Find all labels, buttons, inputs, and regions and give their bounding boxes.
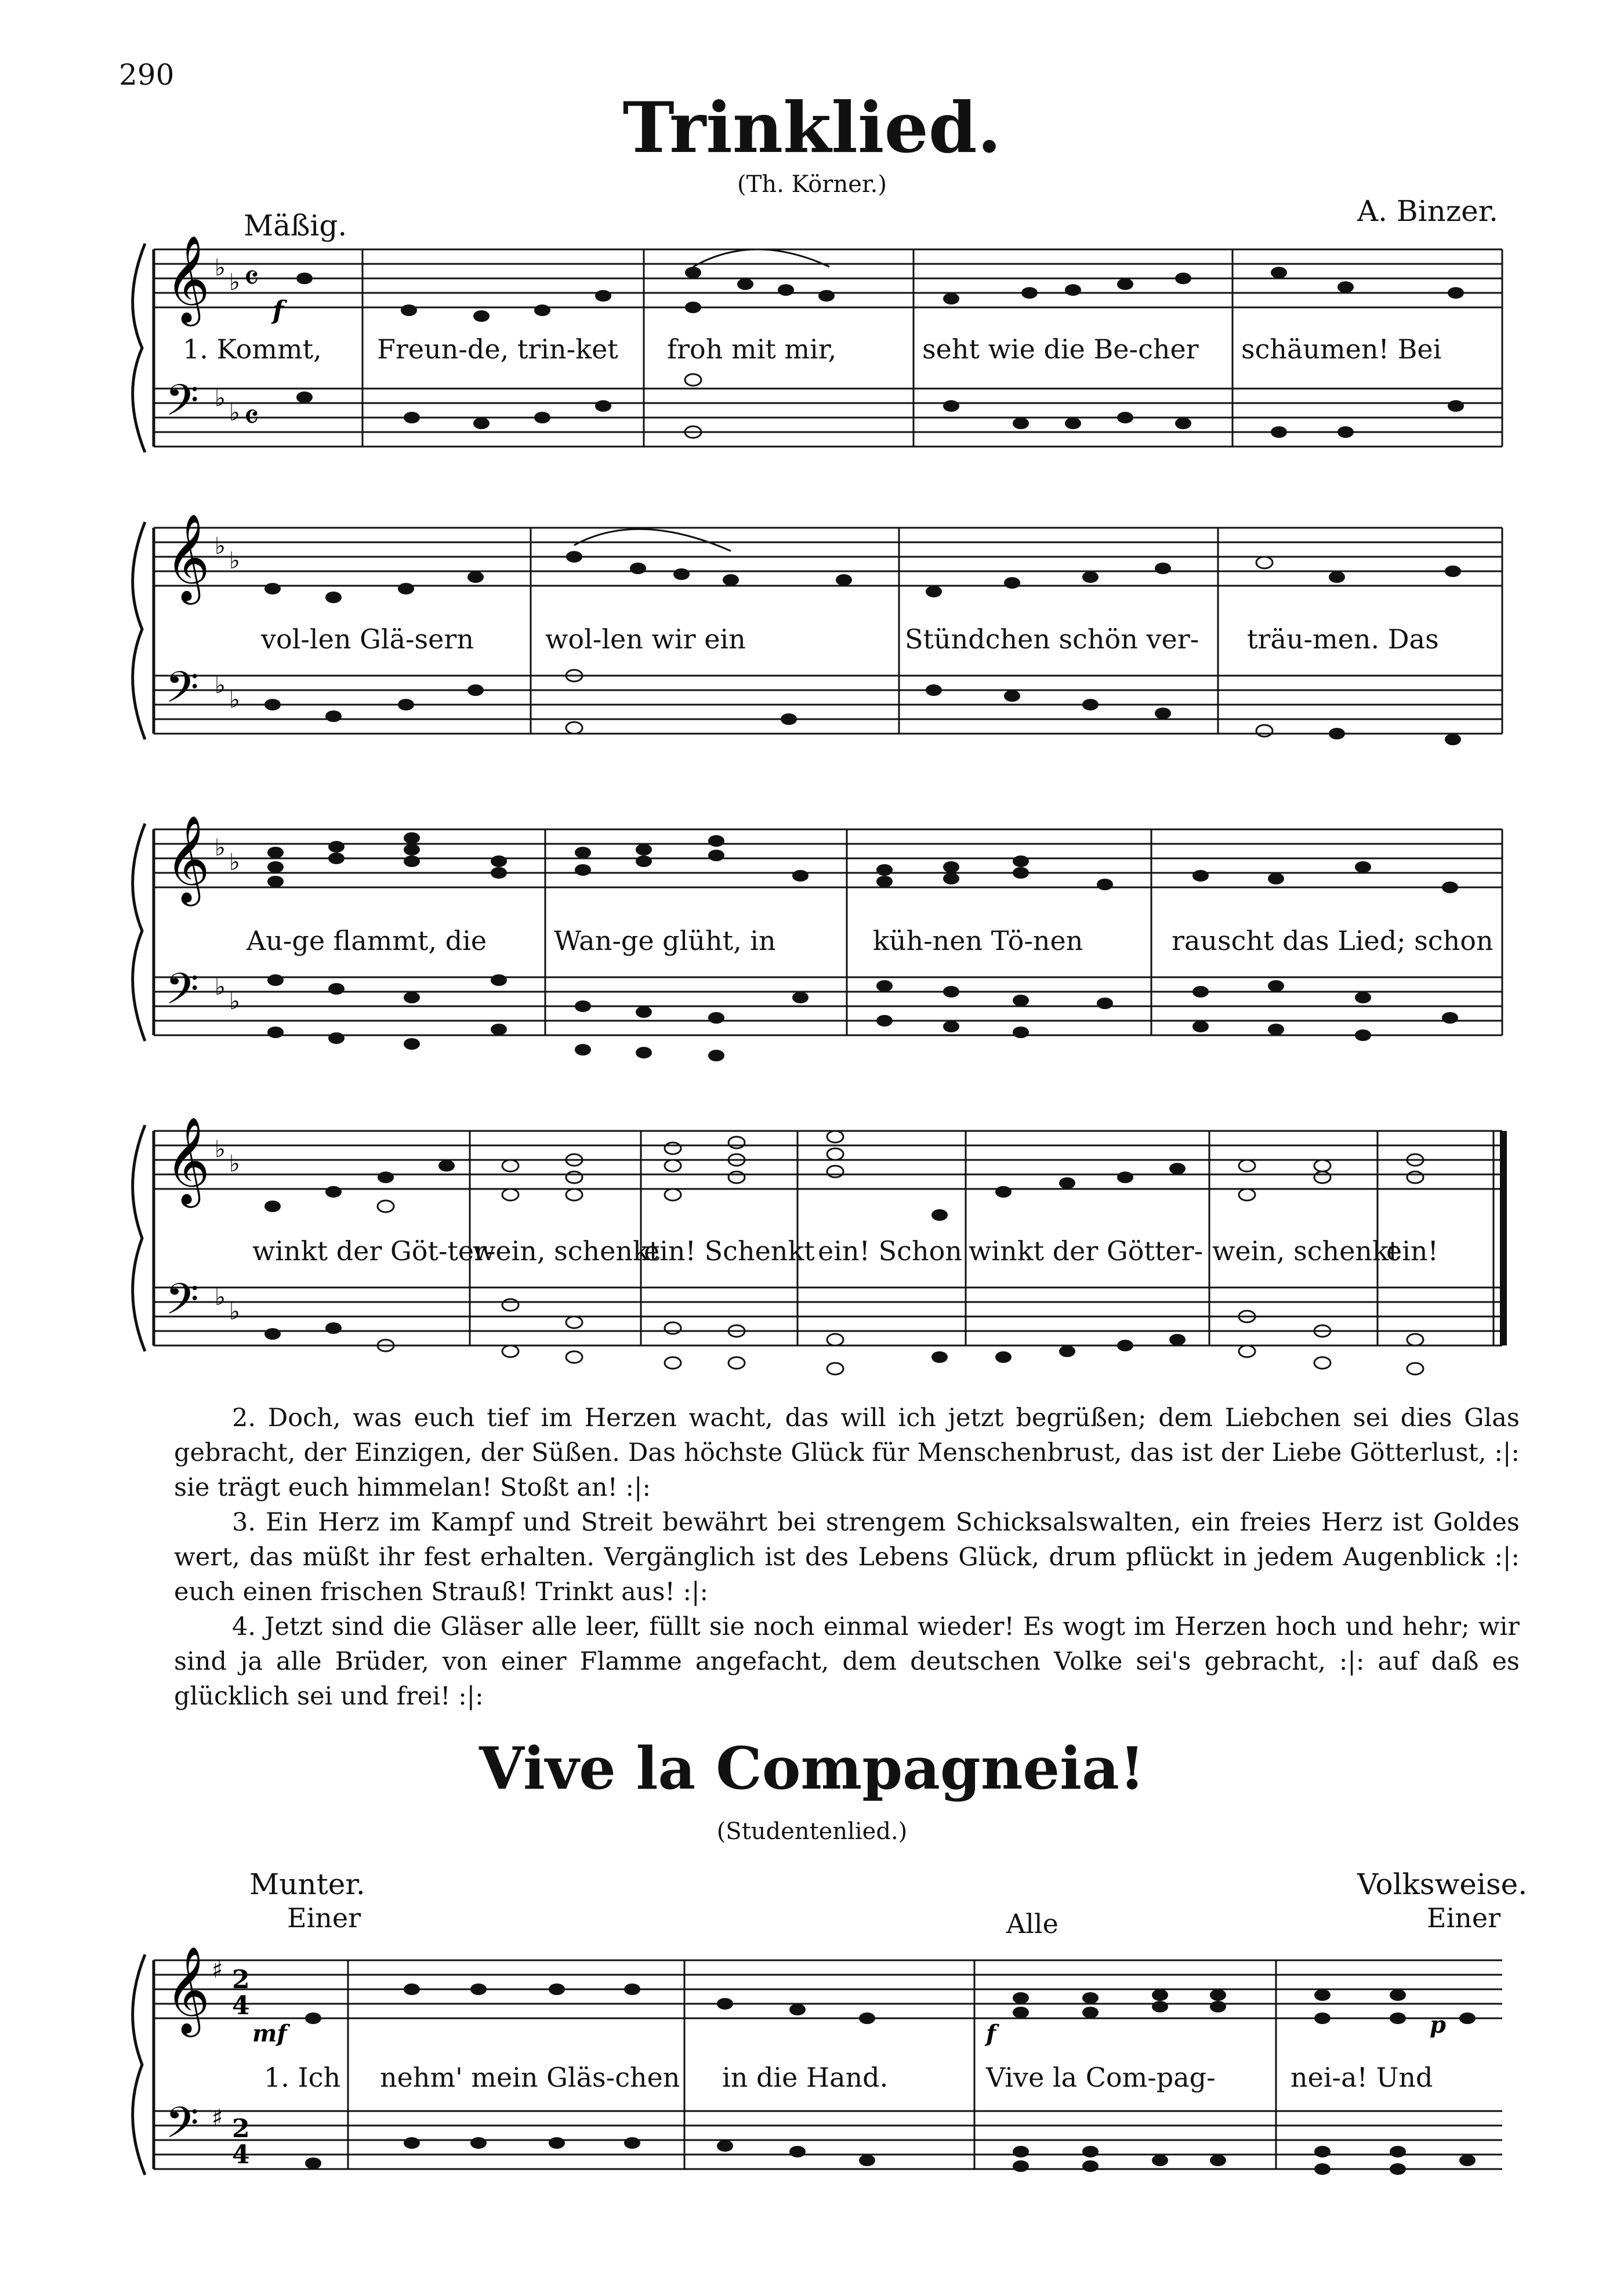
svg-text:𝄞: 𝄞 — [165, 1945, 210, 2033]
verse-3: 3. Ein Herz im Kampf und Streit bewährt bei strengem Schicksalswalten, ein freies Herz ist Goldes wert, das müßt ihr fest erhalten. Vergänglich ist des Lebens Glück, drum pflückt in jedem Augenblick :|: euch einen frischen Strauß! Trinkt aus! :|: — [174, 1508, 1520, 1606]
lyric-syllable: rauscht das Lied; schon — [1172, 925, 1494, 956]
page-number: 290 — [119, 58, 175, 92]
composer-credit-2: Volksweise. — [1357, 1867, 1528, 1901]
lyric-syllable: winkt der Götter- — [969, 1235, 1204, 1267]
lyric-syllable: Stündchen schön ver- — [905, 623, 1199, 655]
lyric-syllable: schäumen! Bei — [1241, 333, 1442, 365]
svg-text:♭: ♭ — [229, 1151, 240, 1177]
lyric-syllable: ein! — [1386, 1235, 1439, 1267]
svg-text:𝄞: 𝄞 — [165, 1116, 210, 1204]
svg-text:𝄴: 𝄴 — [244, 258, 259, 299]
dynamic-piano: p — [1430, 2011, 1446, 2039]
composer-credit: A. Binzer. — [1357, 194, 1499, 228]
tempo-marking: Mäßig. — [244, 209, 347, 242]
svg-text:𝄞: 𝄞 — [165, 234, 210, 322]
svg-text:𝄢: 𝄢 — [165, 662, 199, 723]
lyric-syllable: träu-men. Das — [1247, 623, 1439, 655]
marking-einer-2: Einer — [1427, 1902, 1501, 1934]
lyric-syllable: nei-a! Und — [1290, 2062, 1433, 2093]
svg-text:♭: ♭ — [215, 385, 226, 412]
song-subtitle: (Studentenlied.) — [716, 1818, 908, 1845]
svg-text:♭: ♭ — [229, 1299, 240, 1325]
lyric-syllable: ein! Schenkt — [644, 1235, 815, 1267]
dynamic-forte: f — [273, 296, 284, 325]
svg-text:4: 4 — [232, 2140, 250, 2170]
additional-verses — [174, 1401, 1520, 1714]
svg-text:♭: ♭ — [229, 269, 240, 296]
lyrics-line-1 — [0, 333, 1624, 368]
lyric-syllable: Freun-de, trin-ket — [377, 333, 618, 365]
lyrics-line-4 — [0, 1235, 1624, 1270]
svg-text:♭: ♭ — [215, 672, 226, 699]
svg-text:♭: ♭ — [229, 547, 240, 574]
lyrics-line-2 — [0, 623, 1624, 658]
dynamic-mezzoforte: mf — [252, 2020, 287, 2047]
lyric-syllable: 1. Ich — [264, 2062, 341, 2093]
svg-text:♭: ♭ — [215, 255, 226, 281]
dynamic-forte-2: f — [986, 2020, 996, 2047]
lyric-syllable: wein, schenkt — [1212, 1235, 1400, 1267]
lyric-syllable: froh mit mir, — [667, 333, 837, 365]
svg-text:2: 2 — [232, 1965, 250, 1994]
tempo-marking-2: Munter. — [249, 1867, 365, 1901]
svg-text:♯: ♯ — [212, 1957, 223, 1983]
lyric-syllable: Au-ge flammt, die — [246, 925, 487, 956]
song-title-trinklied: Trinklied. — [622, 87, 1002, 169]
lyric-syllable: küh-nen Tö-nen — [873, 925, 1083, 956]
lyric-syllable: winkt der Göt-ter- — [252, 1235, 496, 1267]
svg-text:♭: ♭ — [229, 849, 240, 876]
svg-text:♭: ♭ — [229, 687, 240, 713]
lyric-syllable: 1. Kommt, — [183, 333, 322, 365]
lyric-syllable: ein! Schon — [818, 1235, 962, 1267]
lyric-syllable: in die Hand. — [722, 2062, 889, 2093]
marking-alle: Alle — [1006, 1908, 1058, 1939]
svg-text:♭: ♭ — [215, 1136, 226, 1163]
verse-4: 4. Jetzt sind die Gläser alle leer, füllt sie noch einmal wieder! Es wogt im Herzen hoch und hehr; wir sind ja alle Brüder, von einer Flamme angefacht, dem deutschen Volke sei's gebracht, :|: auf daß es glücklich sei und frei! :|: — [174, 1612, 1520, 1711]
svg-text:𝄢: 𝄢 — [165, 2098, 199, 2159]
lyric-syllable: seht wie die Be-cher — [922, 333, 1199, 365]
svg-text:𝄢: 𝄢 — [165, 964, 199, 1025]
lyric-syllable: wol-len wir ein — [545, 623, 746, 655]
lyric-syllable: Vive la Com-pag- — [986, 2062, 1216, 2093]
svg-text:4: 4 — [232, 1991, 250, 2021]
svg-text:♯: ♯ — [212, 2105, 223, 2131]
lyric-syllable: wein, schenkt — [473, 1235, 660, 1267]
lyric-syllable: nehm' mein Gläs-chen — [380, 2062, 680, 2093]
svg-text:♭: ♭ — [229, 400, 240, 426]
svg-text:𝄞: 𝄞 — [165, 814, 210, 902]
svg-text:2: 2 — [232, 2114, 250, 2144]
svg-text:𝄴: 𝄴 — [244, 397, 259, 438]
svg-text:♭: ♭ — [215, 1284, 226, 1311]
svg-text:♭: ♭ — [215, 533, 226, 560]
lyrics-line-3 — [0, 925, 1624, 960]
song-title-vive-la-compagneia: Vive la Compagneia! — [479, 1734, 1145, 1803]
svg-text:𝄞: 𝄞 — [165, 513, 210, 601]
svg-text:𝄢: 𝄢 — [165, 1274, 199, 1335]
svg-text:𝄢: 𝄢 — [165, 375, 199, 436]
lyrics-line-5 — [0, 2062, 1624, 2097]
svg-text:♭: ♭ — [215, 974, 226, 1000]
lyric-syllable: Wan-ge glüht, in — [554, 925, 776, 956]
svg-text:♭: ♭ — [215, 835, 226, 861]
verse-2: 2. Doch, was euch tief im Herzen wacht, das will ich jetzt begrüßen; dem Liebchen sei dies Glas gebracht, der Einzigen, der Süßen. Das höchste Glück für Menschenbrust, das ist der Liebe Götterlust, :|: sie trägt euch himmelan! Stoßt an! :|: — [174, 1404, 1520, 1502]
lyric-syllable: vol-len Glä-sern — [261, 623, 474, 655]
lyricist-credit: (Th. Körner.) — [737, 171, 887, 198]
svg-text:♭: ♭ — [229, 988, 240, 1015]
marking-einer: Einer — [287, 1902, 361, 1934]
